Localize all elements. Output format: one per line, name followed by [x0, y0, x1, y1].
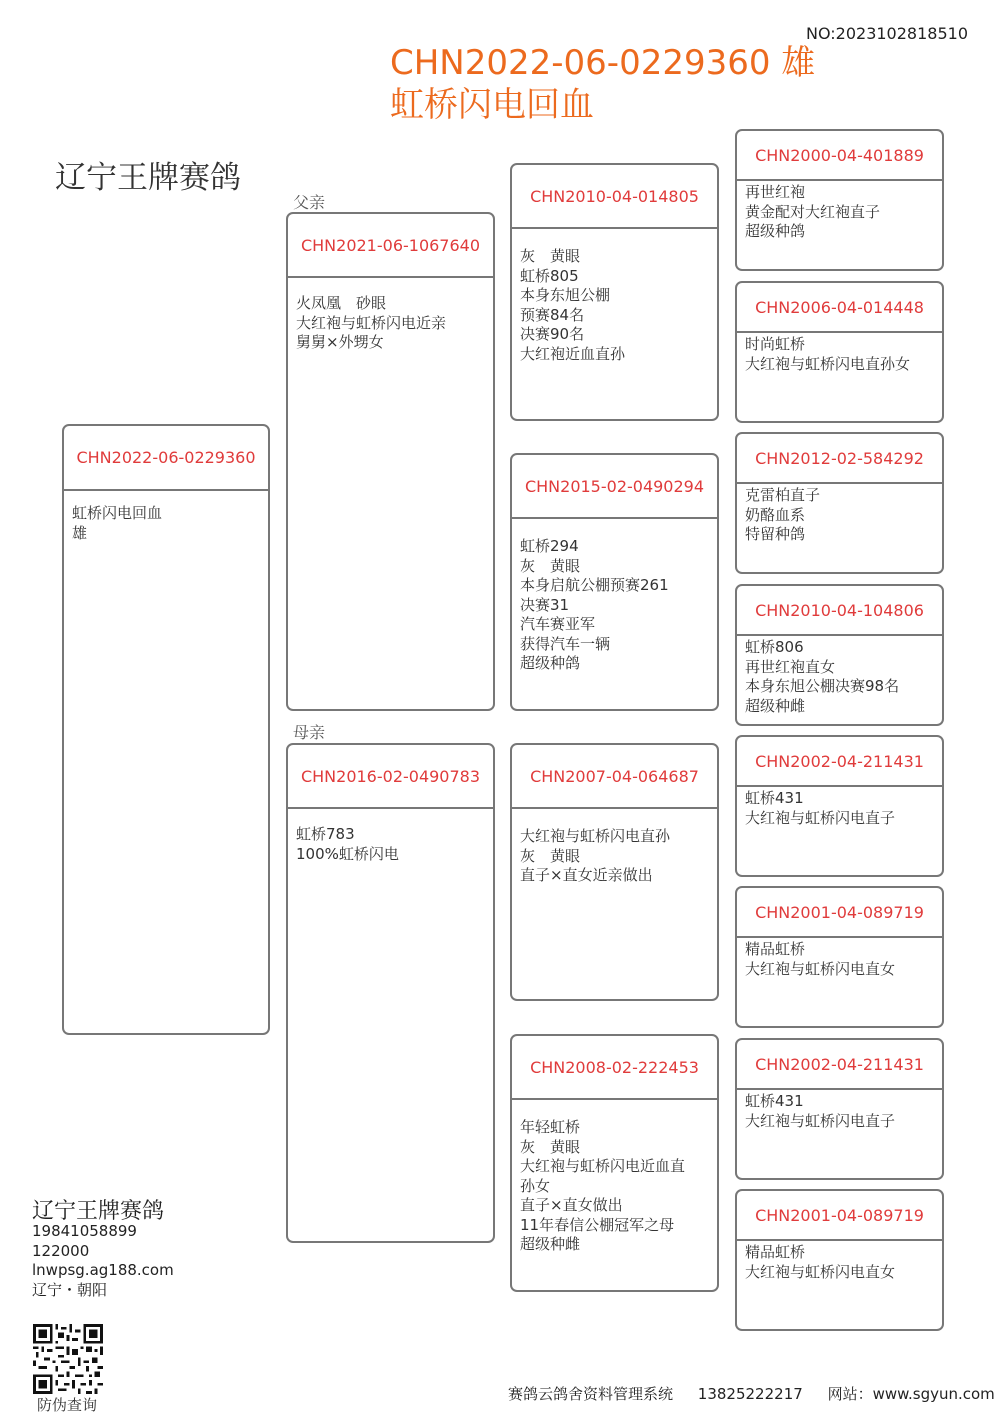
ring-number: CHN2012-02-584292 — [737, 434, 942, 484]
detail-line: 黄金配对大红袍直子 — [745, 202, 881, 221]
detail-line: 本身启航公棚预赛261 — [520, 576, 669, 594]
dam-label: 母亲 — [293, 723, 326, 742]
detail-line: 大红袍与虹桥闪电直子 — [745, 1111, 896, 1130]
detail-line: 超级种鸽 — [745, 222, 806, 240]
pigeon-details — [745, 940, 936, 979]
detail-line: 决赛90名 — [520, 325, 585, 343]
detail-line: 精品虹桥 — [745, 1243, 806, 1261]
detail-line: 精品虹桥 — [745, 940, 806, 958]
pigeon-card-great-grandparent — [735, 1189, 944, 1331]
pigeon-details — [520, 1118, 711, 1255]
detail-line: 超级种雌 — [520, 1235, 581, 1253]
ring-number: CHN2007-04-064687 — [512, 745, 717, 809]
ring-number: CHN2010-04-104806 — [737, 586, 942, 636]
detail-line: 孙女 — [520, 1176, 551, 1195]
pigeon-details — [520, 537, 711, 674]
anti-counterfeit-label: 防伪查询 — [37, 1396, 98, 1414]
pigeon-details — [296, 294, 487, 353]
detail-line: 获得汽车一辆 — [520, 634, 611, 653]
detail-line: 再世红袍直女 — [745, 657, 836, 676]
detail-line: 决赛31 — [520, 595, 570, 614]
ring-number: CHN2022-06-0229360 — [64, 426, 268, 491]
bottom-bar — [508, 1383, 1000, 1404]
contact-location: 辽宁・朝阳 — [32, 1280, 108, 1299]
detail-line: 大红袍与虹桥闪电近亲 — [296, 313, 447, 332]
pigeon-card-great-grandparent — [735, 735, 944, 877]
detail-line: 直子×直女近亲做出 — [520, 866, 653, 884]
detail-line: 灰 黄眼 — [520, 556, 581, 575]
detail-line: 灰 黄眼 — [520, 247, 581, 265]
title-ring-sex: CHN2022-06-0229360 雄 — [390, 43, 816, 83]
detail-line: 火凤凰 砂眼 — [296, 294, 387, 312]
pigeon-card-great-grandparent — [735, 886, 944, 1028]
ring-number: CHN2001-04-089719 — [737, 1191, 942, 1241]
sire-label: 父亲 — [293, 193, 326, 212]
detail-line: 特留种鸽 — [745, 525, 806, 543]
contact-info — [32, 1222, 174, 1300]
certificate-number: NO:2023102818510 — [805, 24, 968, 43]
loft-name: 辽宁王牌赛鸽 — [55, 160, 241, 196]
detail-line: 虹桥806 — [745, 638, 804, 656]
ring-number: CHN2008-02-222453 — [512, 1036, 717, 1100]
ring-number: CHN2006-04-014448 — [737, 283, 942, 333]
title-name: 虹桥闪电回血 — [390, 85, 594, 125]
detail-line: 虹桥闪电回血 — [72, 504, 163, 522]
pigeon-card-great-grandparent — [735, 1038, 944, 1180]
ring-number: CHN2015-02-0490294 — [512, 455, 717, 519]
detail-line: 大红袍与虹桥闪电直子 — [745, 808, 896, 827]
pigeon-details — [520, 827, 711, 886]
ring-number: CHN2000-04-401889 — [737, 131, 942, 181]
footer-loft-name: 辽宁王牌赛鸽 — [32, 1199, 165, 1224]
pigeon-card-subject — [62, 424, 270, 1035]
ring-number: CHN2010-04-014805 — [512, 165, 717, 229]
detail-line: 大红袍与虹桥闪电直女 — [745, 1262, 896, 1281]
contact-postcode: 122000 — [32, 1241, 90, 1260]
pigeon-details — [745, 789, 936, 828]
system-website[interactable]: 网站：www.sgyun.com — [827, 1385, 995, 1403]
detail-line: 灰 黄眼 — [520, 1137, 581, 1156]
pigeon-card-sire — [286, 212, 495, 711]
pigeon-card-grandparent — [510, 743, 719, 1001]
detail-line: 预赛84名 — [520, 305, 585, 324]
detail-line: 超级种雌 — [745, 696, 806, 715]
detail-line: 灰 黄眼 — [520, 846, 581, 865]
pigeon-card-grandparent — [510, 163, 719, 421]
pigeon-card-great-grandparent — [735, 584, 944, 726]
pigeon-details — [72, 504, 262, 543]
detail-line: 年轻虹桥 — [520, 1118, 581, 1136]
detail-line: 奶酪血系 — [745, 505, 806, 524]
pigeon-card-grandparent — [510, 1034, 719, 1292]
detail-line: 虹桥431 — [745, 1092, 804, 1110]
ring-number: CHN2016-02-0490783 — [288, 745, 493, 809]
pigeon-card-dam — [286, 743, 495, 1243]
page-title — [390, 42, 815, 126]
pigeon-card-great-grandparent — [735, 129, 944, 271]
pigeon-details — [745, 638, 936, 716]
detail-line: 11年春信公棚冠军之母 — [520, 1215, 675, 1234]
detail-line: 超级种鸽 — [520, 654, 581, 672]
detail-line: 虹桥783 — [296, 825, 355, 843]
ring-number: CHN2001-04-089719 — [737, 888, 942, 938]
pigeon-details — [520, 247, 711, 364]
detail-line: 雄 — [72, 523, 88, 542]
ring-number: CHN2002-04-211431 — [737, 737, 942, 787]
detail-line: 克雷柏直子 — [745, 486, 821, 504]
detail-line: 大红袍与虹桥闪电近血直 — [520, 1157, 686, 1175]
contact-phone: 19841058899 — [32, 1222, 137, 1240]
detail-line: 大红袍与虹桥闪电直孙 — [520, 827, 671, 845]
detail-line: 大红袍近血直孙 — [520, 344, 626, 363]
pigeon-details — [745, 486, 936, 545]
pigeon-details — [745, 183, 936, 242]
pigeon-card-great-grandparent — [735, 281, 944, 423]
pigeon-card-great-grandparent — [735, 432, 944, 574]
pigeon-details — [745, 1092, 936, 1131]
detail-line: 虹桥805 — [520, 266, 579, 285]
system-phone: 13825222217 — [697, 1385, 803, 1403]
pigeon-card-grandparent — [510, 453, 719, 711]
ring-number: CHN2021-06-1067640 — [288, 214, 493, 278]
pigeon-details — [296, 825, 487, 864]
detail-line: 大红袍与虹桥闪电直孙女 — [745, 354, 911, 373]
detail-line: 本身东旭公棚决赛98名 — [745, 677, 900, 695]
detail-line: 直子×直女做出 — [520, 1196, 623, 1214]
qr-code-icon[interactable] — [33, 1324, 103, 1394]
detail-line: 虹桥294 — [520, 537, 579, 555]
contact-website[interactable]: lnwpsg.ag188.com — [32, 1261, 174, 1279]
pigeon-details — [745, 1243, 936, 1282]
detail-line: 虹桥431 — [745, 789, 804, 807]
system-name: 赛鸽云鸽舍资料管理系统 — [508, 1385, 674, 1403]
detail-line: 舅舅×外甥女 — [296, 333, 384, 351]
detail-line: 本身东旭公棚 — [520, 286, 611, 304]
pigeon-details — [745, 335, 936, 374]
detail-line: 100%虹桥闪电 — [296, 844, 399, 863]
detail-line: 汽车赛亚军 — [520, 615, 596, 633]
ring-number: CHN2002-04-211431 — [737, 1040, 942, 1090]
detail-line: 大红袍与虹桥闪电直女 — [745, 959, 896, 978]
detail-line: 时尚虹桥 — [745, 335, 806, 353]
detail-line: 再世红袍 — [745, 183, 806, 201]
